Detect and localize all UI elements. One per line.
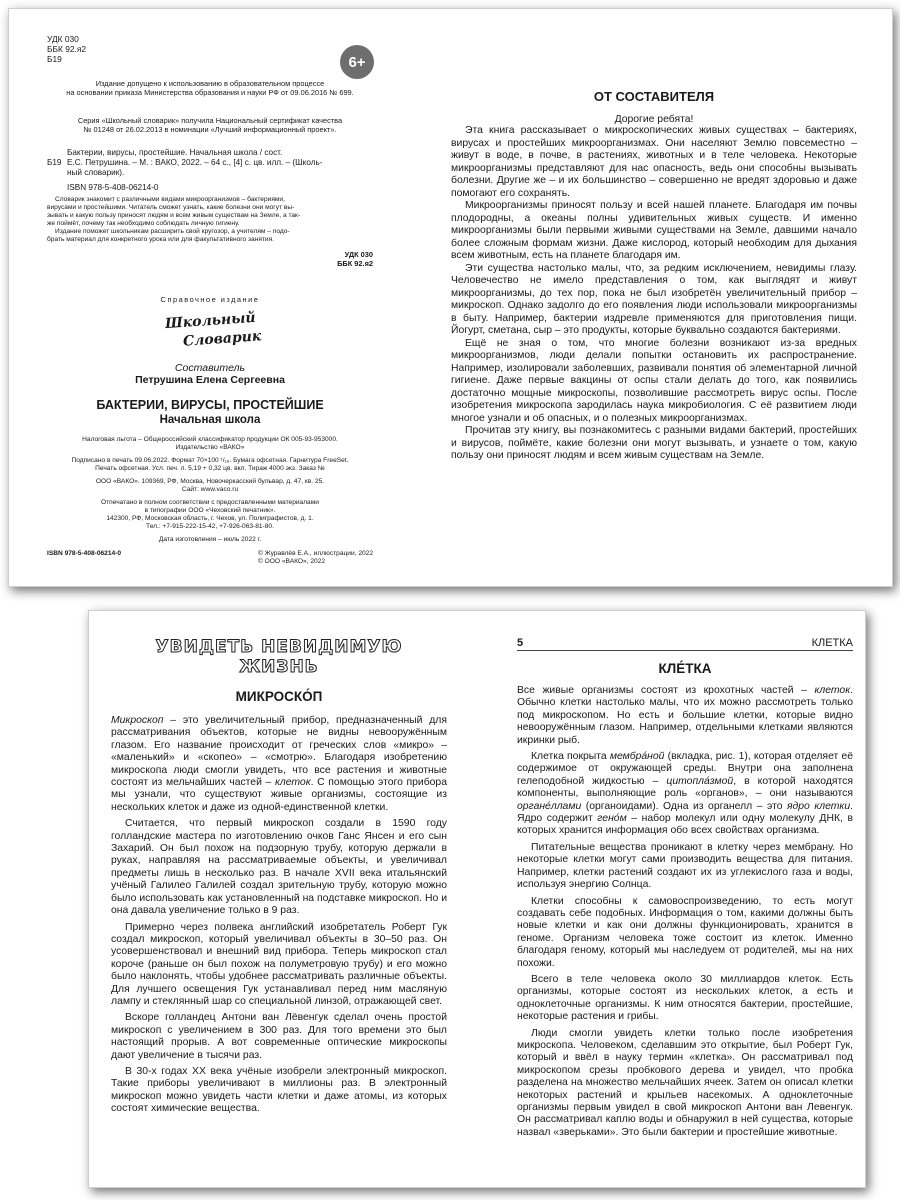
paragraph: Всего в теле человека около 30 миллиардов клеток. Есть организмы, которые состоят из нескольких клеток, а есть и одноклеточные организмы. К ним относятся бактерии, простейшие, некоторые растения и грибы. [517,973,853,1023]
paragraph: Примерно через полвека английский изобретатель Роберт Гук создал микроскоп, который увеличивал объекты в 30–50 раз. Он усовершенствовал и внешний вид прибора. Теперь микроскоп стал короче (раньше он был похож на полуметровую трубу) и его можно было наклонять, чтобы удобнее рассматривать различные объекты. Для лучшего освещения Гук устанавливал перед ним масляную лампу и стеклянный шар со специальной линзой, отражающей свет. [111,921,447,1007]
running-head: КЛЕТКА [811,637,853,649]
paragraph: Вскоре голландец Антони ван Лёвенгук сделал очень простой микроскоп с увеличением в 300 раз. Для того времени это был настоящий прорыв. А вот современные оптические микроскопы дают увеличение в тысячи раз. [111,1012,447,1061]
admission-note: Издание допущено к использованию в образовательном процессе на основании приказа Министерства образования и науки РФ от 09.06.2016 № 699. [66,79,354,97]
page-microscope [111,637,447,1116]
foreword-heading: ОТ СОСТАВИТЕЛЯ [593,89,715,104]
paragraph: Микроскоп – это увеличительный прибор, предназначенный для рассматривания объектов, которые не видны невооружённым глазом. Его название происходит от греческих слов «микро» – «маленький» и «скопео» – «смотрю». Благодаря изобретению микроскопа люди смогли увидеть, что все растения и животные состоят из мельчайших частей – клеток. С помощью этого прибора мы узнали, что существуют живые организмы, состоящие из нескольких клеток и даже из одной-единственной клетки. [111,715,447,813]
paragraph: В 30-х годах XX века учёные изобрели электронный микроскоп. Такие приборы увеличивают в миллионы раз. В электронный микроскоп можно увидеть части клетки и даже атомы, из которых состоят химические вещества. [111,1065,447,1115]
compiler-label: Составитель [174,362,246,374]
foreword-text [451,125,857,463]
logo-line-1: Школьный [164,309,256,333]
chapter-title-line-1: УВИДЕТЬ НЕВИДИМУЮ [155,637,403,657]
term: ядро клетки [786,800,851,812]
page-cell [517,637,853,1139]
book-title: БАКТЕРИИ, ВИРУСЫ, ПРОСТЕЙШИЕ [96,398,324,412]
edition-type: Справочное издание [160,295,260,304]
imprint-spread [8,8,893,587]
copyright: © Журавлёв Е.А., иллюстрации, 2022 © ООО «ВАКО», 2022 [257,550,373,565]
author-code: Б19 [47,54,62,64]
paragraph: Микроорганизмы приносят пользу и всей нашей планете. Благодаря им почвы плодородны, а океаны полны удивительных живых существ. И именно микроорганизмы были первыми живыми существами на Земле, давшими начало более сложным формам жизни. Даже кислород, который необходим для дыхания всем животным, есть на планете благодаря им. [451,200,857,261]
paragraph: Эта книга рассказывает о микроскопических живых существах – бактериях, вирусах и простейших микроорганизмах. Они населяют Землю повсеместно – живут в воде, в почве, в растениях, животных и в теле человека. Некоторые микроорганизмы представляют для нас опасность, ведь они способны вызывать болезни. Другие же – и их большинство – совершенно не вредят здоровью и даже помогают его сохранять. [451,125,857,199]
term: гено́м [597,813,627,825]
udk-code: УДК 030 [47,34,79,44]
foreword-page [451,89,857,463]
series-note: Серия «Школьный словарик» получила Национальный сертификат качества № 01248 от 26.02.2013 в номинации «Лучший информационный проект». [77,116,343,134]
logo-line-2: Словарик [182,328,262,350]
greeting: Дорогие ребята! [614,114,694,125]
imprint-page [47,34,373,64]
paragraph: Все живые организмы состоят из крохотных частей – клеток. Обычно клетки настолько малы, что их можно рассмотреть только под микроскопом. Но есть и большие клетки, которые видно невооружённым глазом. Например, отдельными клетками являются икринки рыб. [517,685,853,746]
microscope-text [111,715,447,1116]
section-heading: КЛЕ́ТКА [658,661,712,676]
book-subtitle: Начальная школа [159,414,261,426]
compiler-name: Петрушина Елена Сергеевна [135,374,285,386]
term: органе́ллами [517,800,582,812]
series-logo [47,309,373,350]
term: цитопла́змой [666,775,734,787]
paragraph: Прочитав эту книгу, вы познакомитесь с разными видами бактерий, простейших и вирусов, поймёте, какие болезни они могут вызывать, и узнаете о том, какую пользу они приносят людям и всем живым существам на Земле. [451,425,857,461]
paragraph: Эти существа настолько малы, что, за редким исключением, невидимы глазу. Человечество не имело представления о том, как выглядят и живут микроорганизмы, до тех пор, пока не был изобретён увеличительный прибор – микроскоп. Однако задолго до его появления люди использовали микроорганизмы в быту. Например, бактерии издревле применяются для приготовления пищи. Йогурт, сметана, сыр – это продукты, которые буквально создаются бактериями. [451,262,857,336]
paragraph: Питательные вещества проникают в клетку через мембрану. Но некоторые клетки могут сами производить вещества для питания. Например, клетки растений создают их из углекислого газа и воды, используя энергию Солнца. [517,841,853,891]
isbn-footer: ISBN 978-5-408-06214-0 [47,550,122,557]
running-header [517,637,853,651]
paragraph: Люди смогли увидеть клетки только после изобретения микроскопа. Человеком, сделавшим это открытие, был Роберт Гук, который и ввёл в науку термин «клетка». Он рассматривал под микроскопом срезы пробкового дерева и увидел, что пробка разделена на множество мельчайших ячеек. Затем он описал клетки некоторых растений и крыльев насекомых. А одноклеточные организмы первым увидел в свой микроскоп Антони ван Левенгук. Он рассматривал каплю воды и обнаружил в ней существа, которые назвал «зверьками». Это были бактерии и простейшие животные. [517,1027,853,1138]
annotation: Словарик знакомит с различными видами микроорганизмов – бактериями, вирусами и простейшими. Читатель сможет узнать, какие болезни они могут вы- зывать и какую пользу приносят людям и всем живым существам на Земле, а так- же поймёт, почему так необходимо соблюдать личную гигиену. Издание поможет школьникам расширить свой кругозор, а учителям – подо- брать материал для конкретного урока или для факультативного занятия. [47,196,301,243]
cell-text [517,685,853,1139]
production-date: Дата изготовления – июль 2022 г. [158,536,262,543]
section-heading: МИКРОСКО́П [235,689,323,704]
title-block [47,295,373,426]
term: мембра́ной [609,751,665,763]
chapter-title-line-2: ЖИЗНЬ [239,657,319,677]
paragraph: Считается, что первый микроскоп создали в 1590 году голландские мастера по изготовлению очков Ганс Янсен и его сын Захарий. Он был похож на подзорную трубу, которую держали в руках, направляя на рассматриваемые объекты, и увеличивал предметы лишь в несколько раз. В начале XVII века итальянский учёный Галилео Галилей создал зрительную трубу, которую можно было использовать как установленный на подставке микроскоп. Но и она давала увеличение только в 9 раз. [111,818,447,917]
catalog-entry: Б19 Бактерии, вирусы, простейшие. Начальная школа / сост. Е.С. Петрушина. – М. : ВАКО, 2022. – 64 с., [4] с. цв. илл. – (Школь- ный словарик). ISBN 978-5-408-06214-0 Словарик знакомит с различными видами микроорганизмов – бактериями, вирусами и простейшими. Читатель сможет узнать, какие болезни они могут вы- зывать и какую пользу приносят людям и всем живым существам на Земле, а так- же поймёт, почему так необходимо соблюдать личную гигиену. Издание поможет школьникам расширить свой кругозор, а учителям – подо- брать материал для конкретного урока или для факультативного занятия. УДК 030 ББК 92.я2 [47,148,373,268]
bbk-code: ББК 92.я2 [47,44,87,54]
age-rating-badge: 6+ [340,45,374,79]
term: клеток [814,685,851,696]
isbn: ISBN 978-5-408-06214-0 [67,183,159,192]
catalog-code: Б19 [47,158,62,167]
page-number: 5 [517,637,524,649]
udk-code-secondary: УДК 030 [344,250,373,259]
term: Микроскоп [111,715,164,726]
paragraph: Клетка покрыта мембра́ной (вкладка, рис. 1), которая отделяет её содержимое от окружающей среды. Внутри она заполнена гелеподобной жидкостью – цитопла́змой, в которой находятся компоненты, выполняющие роль «органов», – они называются органе́ллами (органоидами). Одна из органелл – это ядро клетки. Ядро содержит гено́м – набор молекул или одну молекулу ДНК, в которых хранится информация обо всех свойствах организма. [517,751,853,837]
paragraph: Ещё не зная о том, что многие болезни возникают из-за вредных микроорганизмов, люди делали попытки остановить их распространение. Например, изолировали заболевших, развивали понятия об элементарной личной гигиене. Даже первые вакцины от оспы стали делать до того, как появились достаточно мощные микроскопы, позволившие рассмотреть вирус оспы. После изобретения микроскопа зародилась наука микробиология. С её развитием люди многое узнали и об опасных, и о полезных микроорганизмах. [451,337,857,424]
print-details: Налоговая льгота – Общероссийский классификатор продукции ОК 005-93-953000. Издательство «ВАКО» Подписано в печать 09.06.2022. Формат 70×100 ¹/₁₆. Бумага офсетная. Гарнитура FreeSet. Печать офсетная. Усл. печ. л. 5,19 + 0,32 цв. вкл. Тираж 4000 экз. Заказ № ООО «ВАКО». 109369, РФ, Москва, Новочеркасский бульвар, д. 47, кв. 25. Сайт: www.vaco.ru Отпечатано в полном соответствии с предоставленными материалами в типографии ООО «Чеховский печатник». 142300, РФ, Московская область, г. Чехов, ул. Полиграфистов, д. 1. Тел.: +7-915-222-15-42, +7-926-063-81-80. Дата изготовления – июль 2022 г. ISBN 978-5-408-06214-0 © Журавлёв Е.А., иллюстрации, 2022 © ООО «ВАКО», 2022 [47,436,373,565]
bbk-code-secondary: ББК 92.я2 [337,259,373,268]
paragraph: Клетки способны к самовоспроизведению, то есть могут создавать себе подобных. Информация о том, какими должны быть новые клетки и как они должны функционировать, хранится в геноме. Организм человека тоже состоит из клеток. Именно благодаря геному, который мы наследуем от родителей, мы на них похожи. [517,895,853,969]
term: клеток [274,777,311,789]
content-spread [88,610,866,1188]
